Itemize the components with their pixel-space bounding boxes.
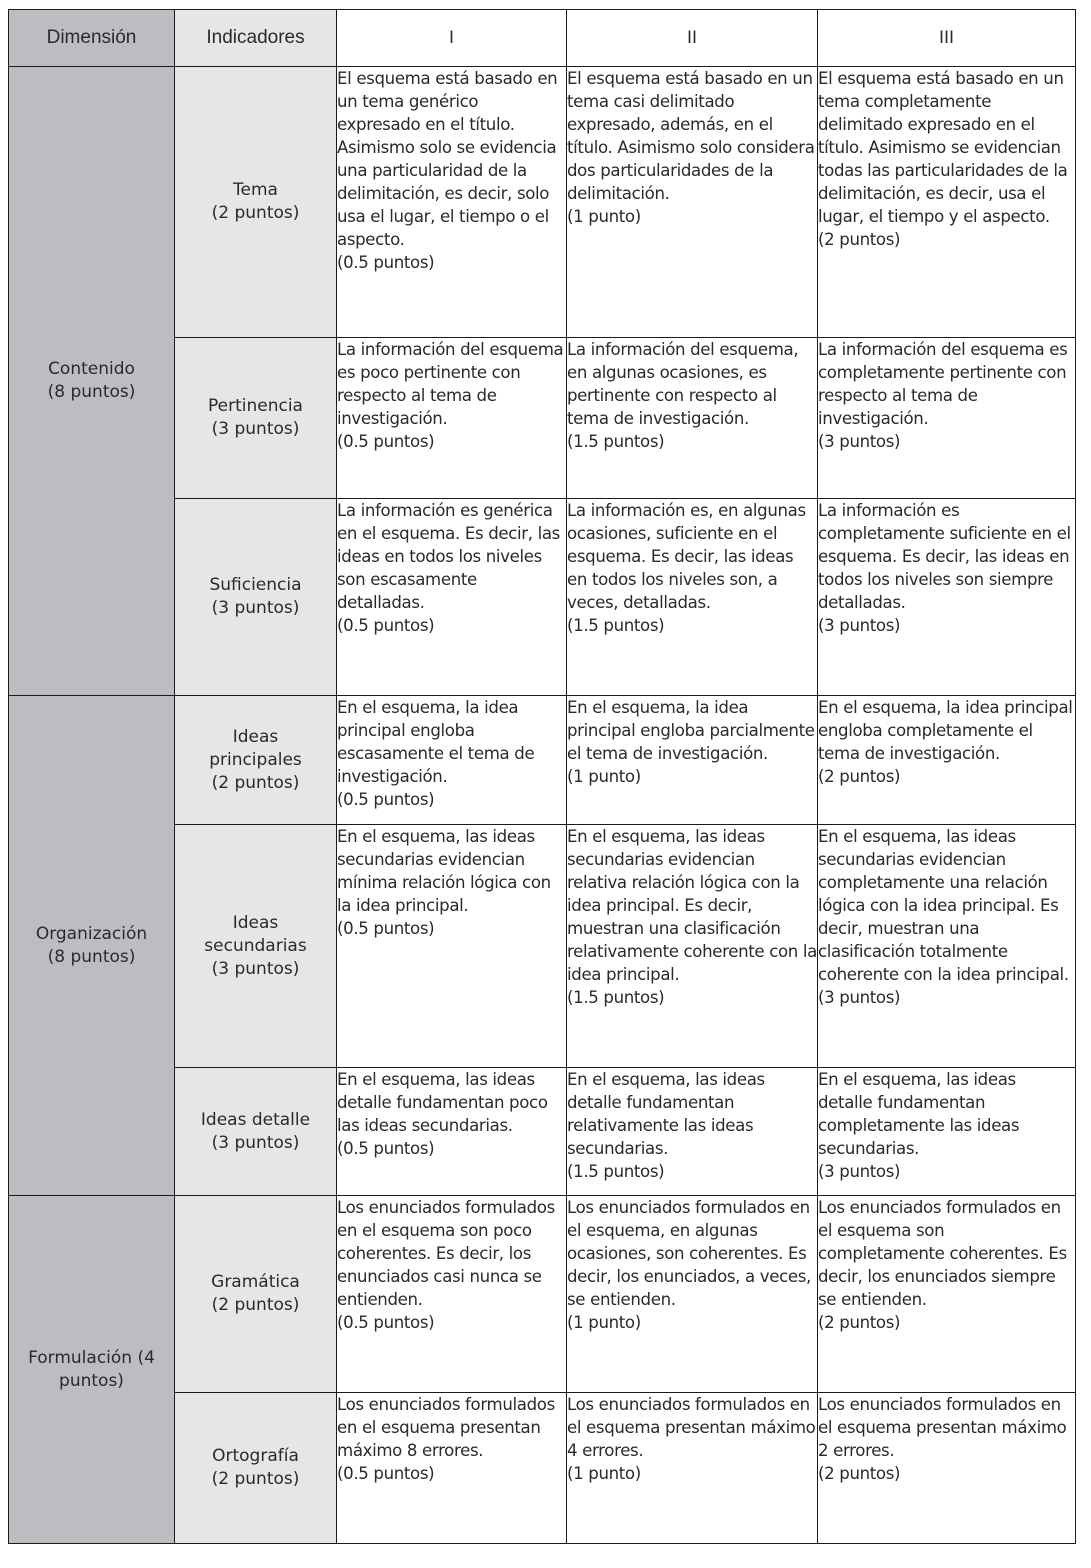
level-text: Los enunciados formulados en el esquema presentan máximo 4 errores. xyxy=(567,1395,816,1460)
indicator-gramatica xyxy=(175,1196,337,1393)
level-text: La información del esquema, en algunas ocasiones, es pertinente con respecto al tema de investigación. xyxy=(567,340,799,428)
level-text: El esquema está basado en un tema genérico expresado en el título. Asimismo solo se evidencia una particularidad de la delimitación, es decir, solo usa el lugar, el tiempo o el aspecto. xyxy=(337,69,558,249)
level-points: (1.5 puntos) xyxy=(567,432,665,451)
dimension-formulacion xyxy=(9,1196,175,1544)
level-points: (2 puntos) xyxy=(818,230,901,249)
level-text: Los enunciados formulados en el esquema son completamente coherentes. Es decir, los enunciados siempre se entienden. xyxy=(818,1198,1067,1309)
level-points: (3 puntos) xyxy=(818,616,901,635)
indicator-name: Ortografía xyxy=(212,1446,299,1466)
level-1-cell xyxy=(337,1196,567,1393)
indicator-tema xyxy=(175,67,337,338)
level-text: En el esquema, las ideas detalle fundamentan poco las ideas secundarias. xyxy=(337,1070,548,1135)
table-row xyxy=(9,67,1076,338)
dimension-points: puntos) xyxy=(59,1370,124,1391)
indicator-points: (3 puntos) xyxy=(211,419,300,439)
level-text: En el esquema, las ideas secundarias evidencian relativa relación lógica con la idea principal. Es decir, muestran una clasificación relativamente coherente con la idea principal. xyxy=(567,827,817,984)
header-level-1: I xyxy=(337,10,567,67)
level-text: La información del esquema es completamente pertinente con respecto al tema de investigación. xyxy=(818,340,1068,428)
level-text: En el esquema, la idea principal engloba completamente el tema de investigación. xyxy=(818,698,1073,763)
indicator-name: Pertinencia xyxy=(208,396,303,416)
level-points: (1 punto) xyxy=(567,1313,641,1332)
indicator-name: Suficiencia xyxy=(209,575,302,595)
level-text: En el esquema, las ideas detalle fundamentan completamente las ideas secundarias. xyxy=(818,1070,1020,1158)
level-points: (1.5 puntos) xyxy=(567,1162,665,1181)
indicator-points: (3 puntos) xyxy=(211,1132,300,1153)
level-3-cell xyxy=(818,825,1076,1068)
level-text: Los enunciados formulados en el esquema, en algunas ocasiones, son coherentes. Es decir, los enunciados, a veces, se entienden. xyxy=(567,1198,811,1309)
indicator-suficiencia xyxy=(175,499,337,696)
level-2-cell xyxy=(567,1196,818,1393)
indicator-points: (2 puntos) xyxy=(211,203,300,223)
level-2-cell xyxy=(567,67,818,338)
level-1-cell xyxy=(337,338,567,499)
level-points: (1 punto) xyxy=(567,207,641,226)
level-2-cell xyxy=(567,338,818,499)
indicator-ideas-secundarias xyxy=(175,825,337,1068)
level-points: (0.5 puntos) xyxy=(337,790,435,809)
dimension-name: Organización xyxy=(35,923,148,944)
rubric-page xyxy=(8,9,1076,1544)
level-points: (1 punto) xyxy=(567,767,641,786)
header-indicadores: Indicadores xyxy=(175,10,337,67)
level-3-cell xyxy=(818,696,1076,825)
dimension-points: (8 puntos) xyxy=(47,382,136,402)
level-1-cell xyxy=(337,67,567,338)
indicator-name: Ideas secundarias xyxy=(204,912,307,956)
level-points: (2 puntos) xyxy=(818,767,901,786)
dimension-name: Formulación (4 xyxy=(28,1347,155,1368)
dimension-points: (8 puntos) xyxy=(47,946,136,967)
table-row xyxy=(9,696,1076,825)
level-points: (0.5 puntos) xyxy=(337,1464,435,1483)
level-points: (3 puntos) xyxy=(818,1162,901,1181)
level-text: Los enunciados formulados en el esquema presentan máximo 8 errores. xyxy=(337,1395,555,1460)
level-1-cell xyxy=(337,1068,567,1196)
indicator-points: (3 puntos) xyxy=(211,958,300,979)
level-points: (2 puntos) xyxy=(818,1313,901,1332)
level-3-cell xyxy=(818,1393,1076,1544)
level-text: La información del esquema es poco pertinente con respecto al tema de investigación. xyxy=(337,340,564,428)
dimension-contenido xyxy=(9,67,175,696)
header-level-2: II xyxy=(567,10,818,67)
indicator-name: Tema xyxy=(233,180,278,200)
level-1-cell xyxy=(337,825,567,1068)
indicator-name: Ideas detalle xyxy=(200,1109,311,1130)
level-2-cell xyxy=(567,499,818,696)
level-text: Los enunciados formulados en el esquema presentan máximo 2 errores. xyxy=(818,1395,1067,1460)
level-1-cell xyxy=(337,499,567,696)
level-3-cell xyxy=(818,499,1076,696)
level-points: (0.5 puntos) xyxy=(337,1313,435,1332)
level-1-cell xyxy=(337,1393,567,1544)
indicator-ideas-principales xyxy=(175,696,337,825)
level-text: En el esquema, la idea principal engloba parcialmente el tema de investigación. xyxy=(567,698,815,763)
header-row xyxy=(9,10,1076,67)
level-text: El esquema está basado en un tema casi delimitado expresado, además, en el título. Asimismo solo considera dos particularidades de la delimitación. xyxy=(567,69,815,203)
level-text: Los enunciados formulados en el esquema son poco coherentes. Es decir, los enunciados casi nunca se entienden. xyxy=(337,1198,555,1309)
level-points: (1.5 puntos) xyxy=(567,988,665,1007)
indicator-points: (3 puntos) xyxy=(211,598,300,618)
level-3-cell xyxy=(818,1196,1076,1393)
indicator-name: Gramática xyxy=(211,1272,300,1292)
table-row xyxy=(9,1196,1076,1393)
rubric-table xyxy=(8,9,1076,1544)
indicator-pertinencia xyxy=(175,338,337,499)
level-text: En el esquema, las ideas secundarias evidencian mínima relación lógica con la idea principal. xyxy=(337,827,551,915)
level-points: (2 puntos) xyxy=(818,1464,901,1483)
header-dimension: Dimensión xyxy=(9,10,175,67)
level-points: (1.5 puntos) xyxy=(567,616,665,635)
level-text: En el esquema, la idea principal engloba escasamente el tema de investigación. xyxy=(337,698,535,786)
level-2-cell xyxy=(567,825,818,1068)
indicator-name: Ideas principales xyxy=(209,726,302,770)
level-text: En el esquema, las ideas detalle fundamentan relativamente las ideas secundarias. xyxy=(567,1070,765,1158)
dimension-name: Contenido xyxy=(48,359,135,379)
level-points: (1 punto) xyxy=(567,1464,641,1483)
level-text: El esquema está basado en un tema completamente delimitado expresado en el título. Asimismo se evidencian todas las particularidades de la delimitación, es decir, usa el lugar, el tiempo y el aspecto. xyxy=(818,69,1068,226)
indicator-points: (2 puntos) xyxy=(211,1469,300,1489)
level-points: (3 puntos) xyxy=(818,988,901,1007)
header-level-3: III xyxy=(818,10,1076,67)
indicator-points: (2 puntos) xyxy=(211,1295,300,1315)
level-3-cell xyxy=(818,67,1076,338)
level-text: La información es genérica en el esquema. Es decir, las ideas en todos los niveles son escasamente detalladas. xyxy=(337,501,560,612)
level-2-cell xyxy=(567,696,818,825)
level-points: (0.5 puntos) xyxy=(337,616,435,635)
level-2-cell xyxy=(567,1068,818,1196)
level-1-cell xyxy=(337,696,567,825)
level-2-cell xyxy=(567,1393,818,1544)
indicator-ideas-detalle xyxy=(175,1068,337,1196)
level-text: En el esquema, las ideas secundarias evidencian completamente una relación lógica con la idea principal. Es decir, muestran una clasificación totalmente coherente con la idea principal. xyxy=(818,827,1069,984)
level-text: La información es, en algunas ocasiones, suficiente en el esquema. Es decir, las ideas en todos los niveles son, a veces, detalladas. xyxy=(567,501,806,612)
level-3-cell xyxy=(818,1068,1076,1196)
level-text: La información es completamente suficiente en el esquema. Es decir, las ideas en todos los niveles son siempre detalladas. xyxy=(818,501,1071,612)
level-points: (0.5 puntos) xyxy=(337,253,435,272)
indicator-ortografia xyxy=(175,1393,337,1544)
level-3-cell xyxy=(818,338,1076,499)
dimension-organizacion xyxy=(9,696,175,1196)
level-points: (0.5 puntos) xyxy=(337,919,435,938)
level-points: (0.5 puntos) xyxy=(337,1139,435,1158)
indicator-points: (2 puntos) xyxy=(211,772,300,793)
level-points: (3 puntos) xyxy=(818,432,901,451)
level-points: (0.5 puntos) xyxy=(337,432,435,451)
